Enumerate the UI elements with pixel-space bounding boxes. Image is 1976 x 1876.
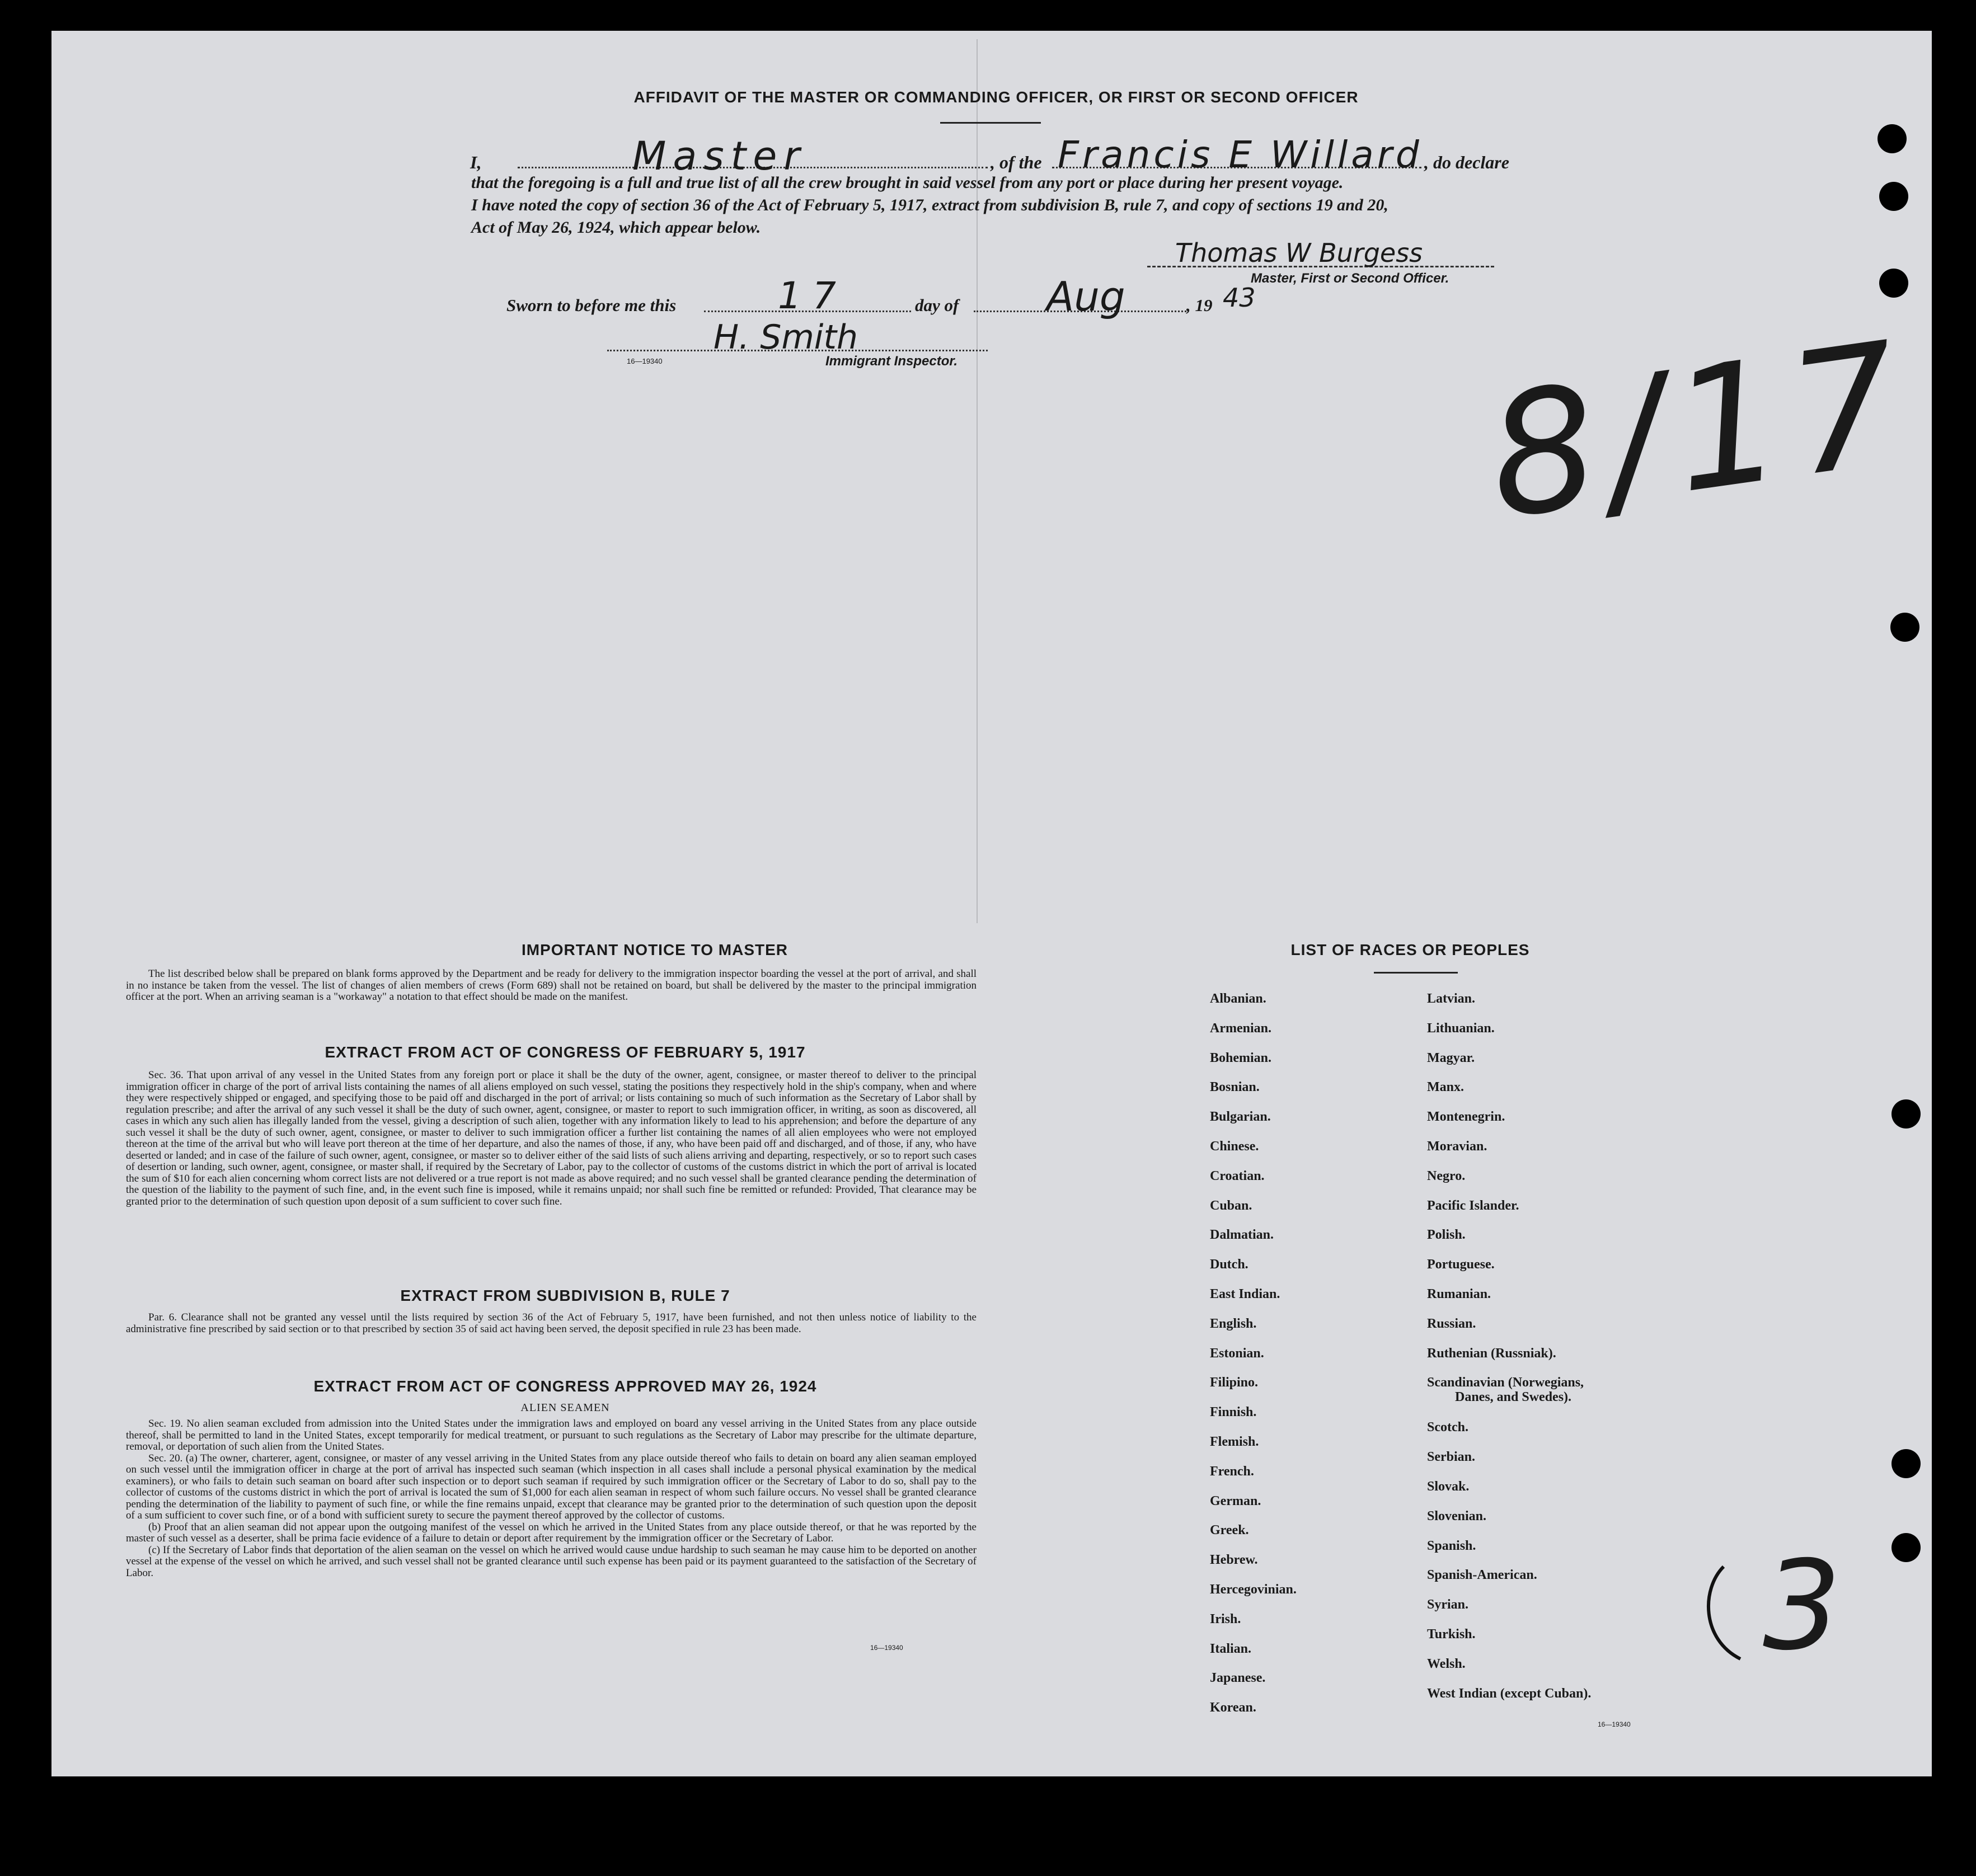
fold-crease — [977, 39, 978, 923]
race-item: Slovak. — [1427, 1479, 1470, 1494]
race-item: Dutch. — [1210, 1257, 1249, 1272]
race-item: Russian. — [1427, 1316, 1476, 1331]
race-item: Croatian. — [1210, 1168, 1265, 1183]
races-heading: LIST OF RACES OR PEOPLES — [1290, 941, 1530, 958]
race-item: East Indian. — [1210, 1286, 1280, 1301]
race-item: Flemish. — [1210, 1434, 1259, 1449]
month-handwriting: Aug — [1046, 273, 1125, 320]
of-the-label: , of the — [991, 152, 1042, 172]
race-item: Korean. — [1210, 1700, 1256, 1715]
extract-1917-body — [126, 1070, 977, 1207]
binder-hole — [1890, 613, 1919, 642]
race-item: Moravian. — [1427, 1139, 1487, 1154]
race-item: Finnish. — [1210, 1405, 1257, 1420]
handwritten-date-mark: 8/17 — [1477, 304, 1922, 557]
master-signature: Thomas W Burgess — [1175, 238, 1423, 268]
page-number-circle — [1690, 1555, 1802, 1667]
race-item: Spanish-American. — [1427, 1568, 1537, 1583]
affidavit-line-3: I have noted the copy of section 36 of the Act of February 5, 1917, extract from subdivision B, rule 7, and copy of sections 19 and 20, — [471, 196, 1388, 214]
race-item: Spanish. — [1427, 1538, 1476, 1553]
race-item: Rumanian. — [1427, 1286, 1491, 1301]
race-item: Manx. — [1427, 1080, 1464, 1095]
master-caption: Master, First or Second Officer. — [1251, 271, 1449, 286]
extract-1917-heading: EXTRACT FROM ACT OF CONGRESS OF FEBRUARY 5, 1917 — [325, 1043, 806, 1061]
rule7-heading: EXTRACT FROM SUBDIVISION B, RULE 7 — [400, 1287, 730, 1304]
notice-paragraph: The list described below shall be prepared on blank forms approved by the Department and be ready for delivery to the immigration inspector boarding the vessel at the port of arrival, and shall in no instance be taken from the vessel. The list of changes of alien members of crews (Form 689) shall not be retained on board, but shall be delivered by the master to the principal immigration officer at the port. When an arriving seaman is a "workaway" a notation to that effect should be made on the manifest. — [126, 968, 977, 1003]
rule7-paragraph: Par. 6. Clearance shall not be granted any vessel until the lists required by section 36 of the Act of February 5, 1917, have been furnished, and not then unless notice of liability to the administrative fine prescribed by said section or to that prescribed by section 35 of said act having been served, the deposit specified in rule 23 has been made. — [126, 1311, 977, 1335]
races-form-number: 16—19340 — [1598, 1720, 1631, 1728]
races-left-column — [1210, 991, 1297, 1730]
affidavit-title: AFFIDAVIT OF THE MASTER OR COMMANDING OFFICER, OR FIRST OR SECOND OFFICER — [633, 88, 1359, 106]
binder-hole — [1878, 124, 1907, 153]
section-20c-paragraph: (c) If the Secretary of Labor finds that deportation of the alien seaman on the vessel on which he arrived would cause undue hardship to such seaman he may cause him to be deported on another vessel at the expense of the vessel on which he arrived, and such vessel shall not be granted clearance until such expense has been paid or its payment guaranteed to the satisfaction of the Secretary of Labor. — [126, 1544, 977, 1579]
section-20b-paragraph: (b) Proof that an alien seaman did not appear upon the outgoing manifest of the vessel on which he arrived in the United States from any place outside thereof, or that he was reported by the master of such vessel as a deserter, shall be prima facie evidence of a failure to detain or deport after requirement by the immigration officer or the Secretary of Labor. — [126, 1521, 977, 1544]
title-rule — [940, 122, 1041, 124]
race-item: Turkish. — [1427, 1626, 1476, 1642]
race-item: Scotch. — [1427, 1420, 1468, 1435]
binder-hole — [1879, 182, 1908, 211]
inspector-signature: H. Smith — [714, 318, 858, 357]
binder-hole — [1891, 1449, 1921, 1478]
race-item: Bohemian. — [1210, 1050, 1272, 1065]
sworn-label: Sworn to before me this — [506, 295, 677, 315]
binder-hole — [1891, 1099, 1921, 1129]
race-item: Ruthenian (Russniak). — [1427, 1346, 1556, 1361]
section-20a-paragraph: Sec. 20. (a) The owner, charterer, agent, consignee, or master of any vessel arriving in the United States from any place outside thereof who fails to detain on board any alien seaman employed on such vessel until the immigration officer in charge at the port of arrival has inspected such seaman (which inspection in all cases shall include a personal physical examination by the medical examiners), or who fails to detain such seaman on board after such inspection or to deport such seaman if required by such immigration officer or the Secretary of Labor to do so, shall pay to the collector of customs of the customs district in which the port of arrival is located the sum of $1,000 for each alien seaman in respect of whom such failure occurs. No vessel shall be granted clearance pending the determination of the liability to payment of such fine, or while the fine remains unpaid, except that clearance may be granted prior to the determination of such question upon the deposit of a sum sufficient to cover such fine, or of a bond with sufficient surety to secure the payment thereof approved by the collector of customs. — [126, 1452, 977, 1521]
race-item: Hercegovinian. — [1210, 1582, 1297, 1597]
race-item: Bosnian. — [1210, 1080, 1260, 1095]
ship-name-handwriting: Francis E Willard — [1058, 133, 1423, 176]
race-item: German. — [1210, 1493, 1261, 1508]
extract-1924-heading: EXTRACT FROM ACT OF CONGRESS APPROVED MAY 26, 1924 — [313, 1377, 817, 1395]
race-item: Cuban. — [1210, 1198, 1252, 1213]
extract-form-number: 16—19340 — [870, 1644, 903, 1652]
binder-hole — [1891, 1533, 1921, 1562]
race-item: Irish. — [1210, 1611, 1241, 1626]
race-item: Pacific Islander. — [1427, 1198, 1519, 1213]
alien-seamen-subheading: ALIEN SEAMEN — [520, 1402, 610, 1414]
race-item: Welsh. — [1427, 1656, 1466, 1671]
race-item: Polish. — [1427, 1228, 1466, 1243]
handwritten-page-number: 3 — [1763, 1534, 1841, 1677]
race-item: Portuguese. — [1427, 1257, 1495, 1272]
race-item: Filipino. — [1210, 1375, 1259, 1390]
affidavit-form-number: 16—19340 — [627, 357, 663, 365]
race-item: Latvian. — [1427, 991, 1476, 1006]
affidavit-line-4: Act of May 26, 1924, which appear below. — [471, 218, 761, 237]
race-item: Dalmatian. — [1210, 1228, 1274, 1243]
section-19-paragraph: Sec. 19. No alien seaman excluded from admission into the United States under the immigration laws and employed on board any vessel arriving in the United States from any place outside thereof, shall be permitted to land in the United States, except temporarily for medical treatment, or pursuant to such regulations as the Secretary of Labor may prescribe for the ultimate departure, removal, or deportation of such alien from the United States. — [126, 1418, 977, 1452]
rank-handwriting: Master — [632, 133, 807, 179]
race-item: French. — [1210, 1464, 1254, 1479]
day-of-label: day of — [915, 295, 959, 315]
race-item: Magyar. — [1427, 1050, 1475, 1065]
binder-hole — [1879, 269, 1908, 298]
race-item: Negro. — [1427, 1168, 1466, 1183]
race-item: Italian. — [1210, 1641, 1252, 1656]
day-handwriting: 17 — [778, 274, 847, 317]
race-item: Montenegrin. — [1427, 1109, 1505, 1125]
section-36-paragraph: Sec. 36. That upon arrival of any vessel in the United States from any foreign port or place it shall be the duty of the owner, agent, consignee, or master thereof to deliver to the principal immigration officer in charge of the port of arrival lists containing the names of all aliens employed on such vessel, stating the positions they respectively hold in the ship's company, when and where they were respectively shipped or engaged, and specifying those to be paid off and discharged in the port of arrival; or lists containing so much of such information as the Secretary of Labor shall by regulation prescribe; and after the arrival of any such vessel it shall be the duty of such owner, agent, consignee, or master to report to such immigration officer, in writing, as soon as discovered, all cases in which any such alien has illegally landed from the vessel, giving a description of such alien, together with any information likely to lead to his apprehension; and before the departure of any such vessel it shall be the duty of such owner, agent, consignee, or master to deliver to such immigration officer a further list containing the names of all alien employees who were not employed thereon at the time of the arrival but who will leave port thereon at the time of her departure, and also the names of those, if any, who have been paid off and discharged, and of those, if any, who have deserted or landed; and in case of the failure of such owner, agent, consignee, or master so to deliver either of the said lists of such aliens arriving and departing, respectively, or so to report such cases of desertion or landing, such owner, agent, consignee, or master shall, if required by the Secretary of Labor, pay to the collector of customs of the customs district in which the port of arrival is located the sum of $10 for each alien concerning whom correct lists are not delivered or a true report is not made as above required; and no such vessel shall be granted clearance pending the determination of the question of the liability to the payment of such fine, and, in the event such fine is imposed, while it remains unpaid; nor shall such fine be remitted or refunded: Provided, That clearance may be granted prior to the determination of such question upon deposit of a sum sufficient to cover such fine. — [126, 1069, 977, 1207]
year-handwriting: 43 — [1223, 283, 1256, 313]
race-item: Chinese. — [1210, 1139, 1259, 1154]
affidavit-line-2: that the foregoing is a full and true list of all the crew brought in said vessel from any port or place during her present voyage. — [471, 173, 1344, 192]
races-right-column — [1427, 991, 1591, 1715]
race-item: Lithuanian. — [1427, 1021, 1495, 1036]
race-item: Hebrew. — [1210, 1553, 1258, 1568]
i-label: I, — [470, 152, 482, 172]
race-item: Slovenian. — [1427, 1508, 1487, 1524]
race-item — [1427, 1375, 1591, 1420]
race-item: Japanese. — [1210, 1671, 1266, 1686]
races-heading-rule — [1374, 972, 1458, 974]
extract-1924-body — [126, 1418, 977, 1579]
race-item: Estonian. — [1210, 1346, 1264, 1361]
race-item: English. — [1210, 1316, 1257, 1331]
race-item: Albanian. — [1210, 991, 1266, 1006]
race-item: Serbian. — [1427, 1450, 1476, 1465]
race-item: Greek. — [1210, 1523, 1249, 1538]
notice-body — [126, 968, 977, 1003]
notice-heading: IMPORTANT NOTICE TO MASTER — [521, 941, 788, 958]
race-item-scandinavian-cont: Danes, and Swedes). — [1455, 1390, 1572, 1405]
race-item: West Indian (except Cuban). — [1427, 1686, 1592, 1701]
year-prefix: , 19 — [1186, 295, 1213, 315]
declare-label: , do declare — [1424, 152, 1509, 172]
race-item-scandinavian: Scandinavian (Norwegians, — [1427, 1375, 1584, 1390]
rule7-body — [126, 1312, 977, 1335]
race-item: Syrian. — [1427, 1597, 1469, 1612]
race-item: Bulgarian. — [1210, 1109, 1271, 1125]
race-item: Armenian. — [1210, 1021, 1271, 1036]
inspector-caption: Immigrant Inspector. — [825, 354, 958, 369]
